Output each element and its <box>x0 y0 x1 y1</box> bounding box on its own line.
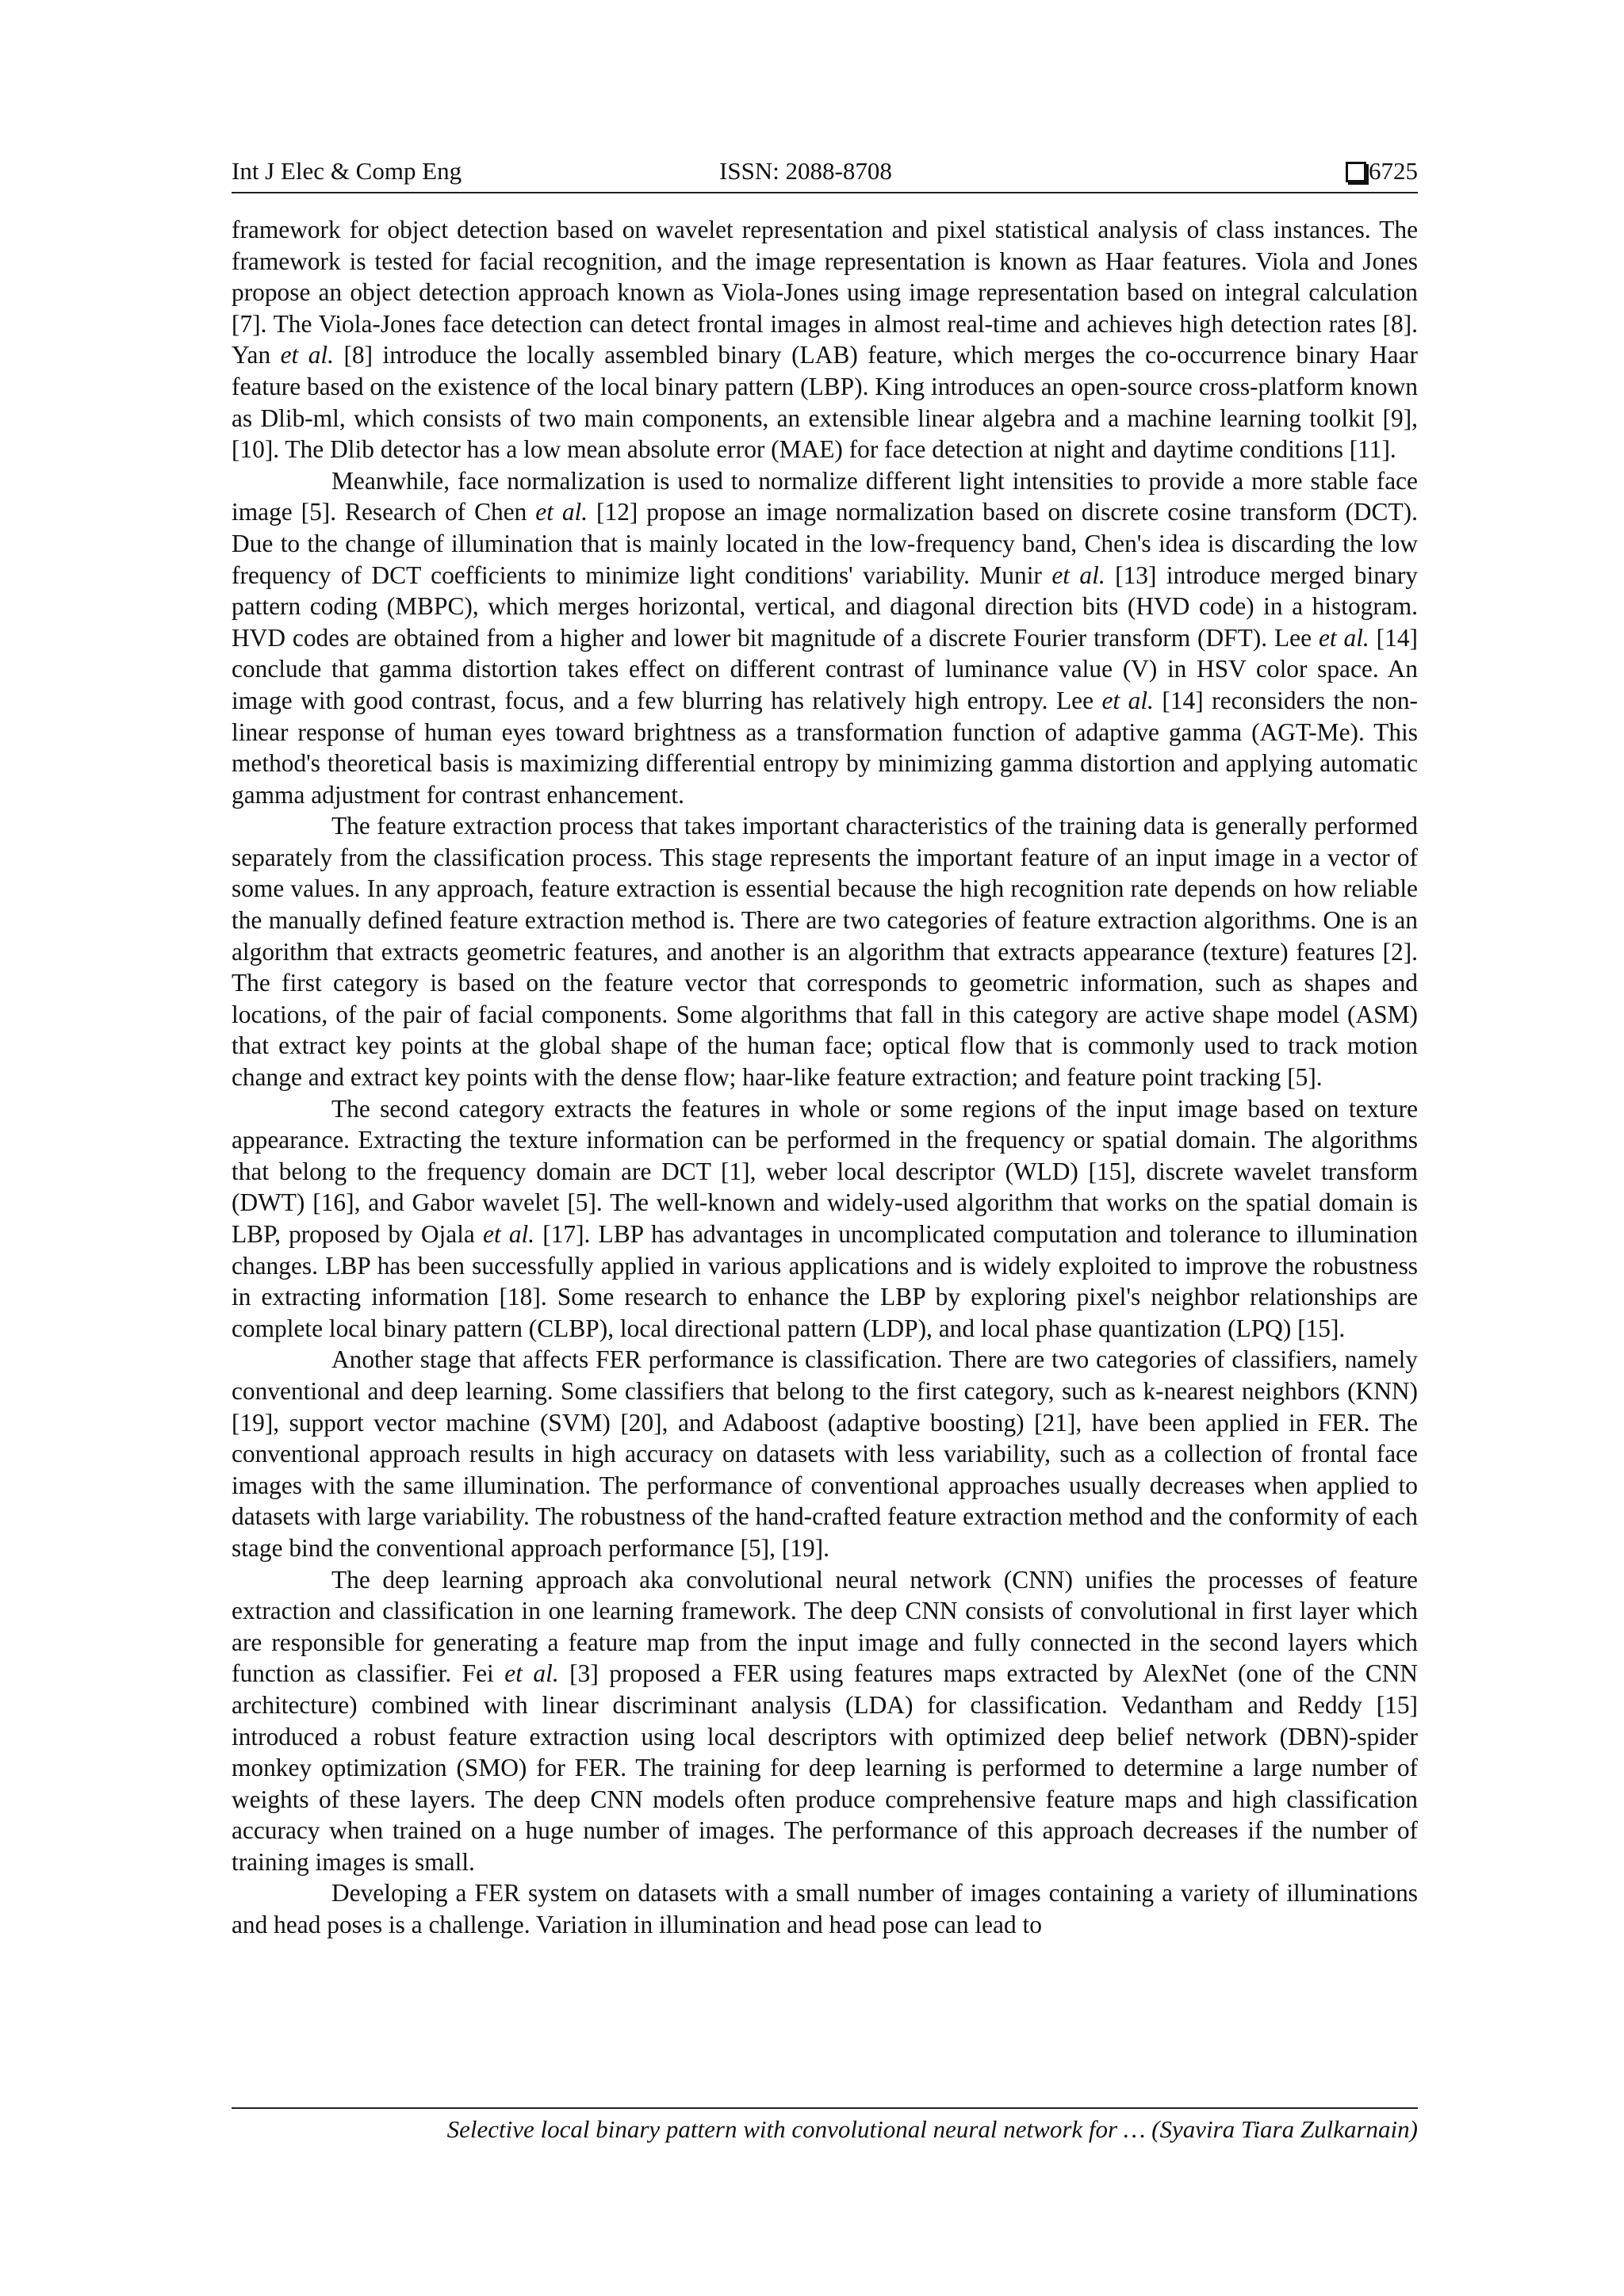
text-run: Developing a FER system on datasets with a small number of images containing a variety of illuminations and head poses is a challenge. Variation in illumination and head pose can lead to <box>232 1879 1418 1939</box>
text-run: [14] reconsiders the non-linear response of human eyes toward brightness as a transformation function of adaptive gamma (AGT-Me). This method's theoretical basis is maximizing differential entropy by minimizing gamma distortion and applying automatic gamma adjustment for contrast enhancement. <box>232 686 1418 809</box>
text-run: [14] conclude that gamma distortion takes effect on different contrast of luminance value (V) in HSV color space. An image with good contrast, focus, and a few blurring has relatively high entropy. Lee <box>232 623 1418 714</box>
text-run: [17]. LBP has advantages in uncomplicated computation and tolerance to illumination changes. LBP has been successfully applied in various applications and is widely exploited to improve the robustness in extracting information [18]. Some research to enhance the LBP by exploring pixel's neighbor relationships are complete local binary pattern (CLBP), local directional pattern (LDP), and local phase quantization (LPQ) [15]. <box>232 1220 1418 1342</box>
text-run: [13] introduce merged binary pattern coding (MBPC), which merges horizontal, vertical, and diagonal direction bits (HVD code) in a histogram. HVD codes are obtained from a higher and lower bit magnitude of a discrete Fourier transform (DFT). Lee <box>232 561 1419 652</box>
paragraph <box>232 810 1418 1093</box>
text-run: The feature extraction process that takes important characteristics of the training data is generally performed separately from the classification process. This stage represents the important feature of an input image in a vector of some values. In any approach, feature extraction is essential because the high recognition rate depends on how reliable the manually defined feature extraction method is. There are two categories of feature extraction algorithms. One is an algorithm that extracts geometric features, and another is an algorithm that extracts appearance (texture) features [2]. The first category is based on the feature vector that corresponds to geometric information, such as shapes and locations, of the pair of facial components. Some algorithms that fall in this category are active shape model (ASM) that extract key points at the global shape of the human face; optical flow that is commonly used to track motion change and extract key points with the dense flow; haar-like feature extraction; and feature point tracking [5]. <box>232 812 1418 1092</box>
paragraph <box>232 1093 1418 1345</box>
italic-text: et al. <box>1101 686 1154 714</box>
issn-label: ISSN: 2088-8708 <box>719 157 892 185</box>
square-bullet-icon <box>1346 162 1366 182</box>
text-run: Meanwhile, face normalization is used to normalize different light intensities to provide a more stable face image [5]. Research of Chen <box>232 466 1418 526</box>
body-text <box>232 214 1418 1941</box>
italic-text: et al. <box>1051 561 1105 589</box>
paragraph <box>232 1564 1418 1878</box>
text-run: [8] introduce the locally assembled binary (LAB) feature, which merges the co-occurrence binary Haar feature based on the existence of the local binary pattern (LBP). King introduces an open-source cross-platform known as Dlib-ml, which consists of two main components, an extensible linear algebra and a machine learning toolkit [9], [10]. The Dlib detector has a low mean absolute error (MAE) for face detection at night and daytime conditions [11]. <box>232 341 1418 464</box>
text-run: [3] proposed a FER using features maps extracted by AlexNet (one of the CNN architecture) combined with linear discriminant analysis (LDA) for classification. Vedantham and Reddy [15] introduced a robust feature extraction using local descriptors with optimized deep belief network (DBN)-spider monkey optimization (SMO) for FER. The training for deep learning is performed to determine a large number of weights of these layers. The deep CNN models often produce comprehensive feature maps and high classification accuracy when trained on a huge number of images. The performance of this approach decreases if the number of training images is small. <box>232 1659 1418 1876</box>
running-footer: Selective local binary pattern with convolutional neural network for … (Syavira Tiara Zulkarnain) <box>446 2115 1418 2143</box>
text-run: framework for object detection based on wavelet representation and pixel statistical analysis of class instances. The framework is tested for facial recognition, and the image representation is known as Haar features. Viola and Jones propose an object detection approach known as Viola-Jones using image representation based on integral calculation [7]. The Viola-Jones face detection can detect frontal images in almost real-time and achieves high detection rates [8]. Yan <box>232 216 1418 369</box>
italic-text: et al. <box>535 498 588 526</box>
italic-text: et al. <box>504 1659 559 1688</box>
page-number: 6725 <box>1369 157 1418 185</box>
text-run: Another stage that affects FER performance is classification. There are two categories of classifiers, namely conventional and deep learning. Some classifiers that belong to the first category, such as k-nearest neighbors (KNN) [19], support vector machine (SVM) [20], and Adaboost (adaptive boosting) [21], have been applied in FER. The conventional approach results in high accuracy on datasets with less variability, such as a collection of frontal face images with the same illumination. The performance of conventional approaches usually decreases when applied to datasets with large variability. The robustness of the hand-crafted feature extraction method and the conformity of each stage bind the conventional approach performance [5], [19]. <box>232 1345 1418 1562</box>
italic-text: et al. <box>1318 623 1369 652</box>
italic-text: et al. <box>280 341 335 369</box>
italic-text: et al. <box>483 1220 535 1248</box>
text-run: The second category extracts the features in whole or some regions of the input image based on texture appearance. Extracting the texture information can be performed in the frequency or spatial domain. The algorithms that belong to the frequency domain are DCT [1], weber local descriptor (WLD) [15], discrete wavelet transform (DWT) [16], and Gabor wavelet [5]. The well-known and widely-used algorithm that works on the spatial domain is LBP, proposed by Ojala <box>232 1094 1418 1248</box>
paragraph <box>232 465 1418 811</box>
paragraph <box>232 1877 1418 1940</box>
footer-divider <box>232 2107 1418 2109</box>
text-run: [12] propose an image normalization based on discrete cosine transform (DCT). Due to the change of illumination that is mainly located in the low-frequency band, Chen's idea is discarding the low frequency of DCT coefficients to minimize light conditions' variability. Munir <box>232 498 1418 589</box>
paragraph <box>232 1344 1418 1563</box>
text-run: The deep learning approach aka convolutional neural network (CNN) unifies the processes of feature extraction and classification in one learning framework. The deep CNN consists of convolutional in first layer which are responsible for generating a feature map from the input image and fully connected in the second layers which function as classifier. Fei <box>232 1565 1418 1688</box>
paragraph <box>232 214 1418 465</box>
running-header <box>232 154 1418 193</box>
journal-name: Int J Elec & Comp Eng <box>232 157 462 185</box>
